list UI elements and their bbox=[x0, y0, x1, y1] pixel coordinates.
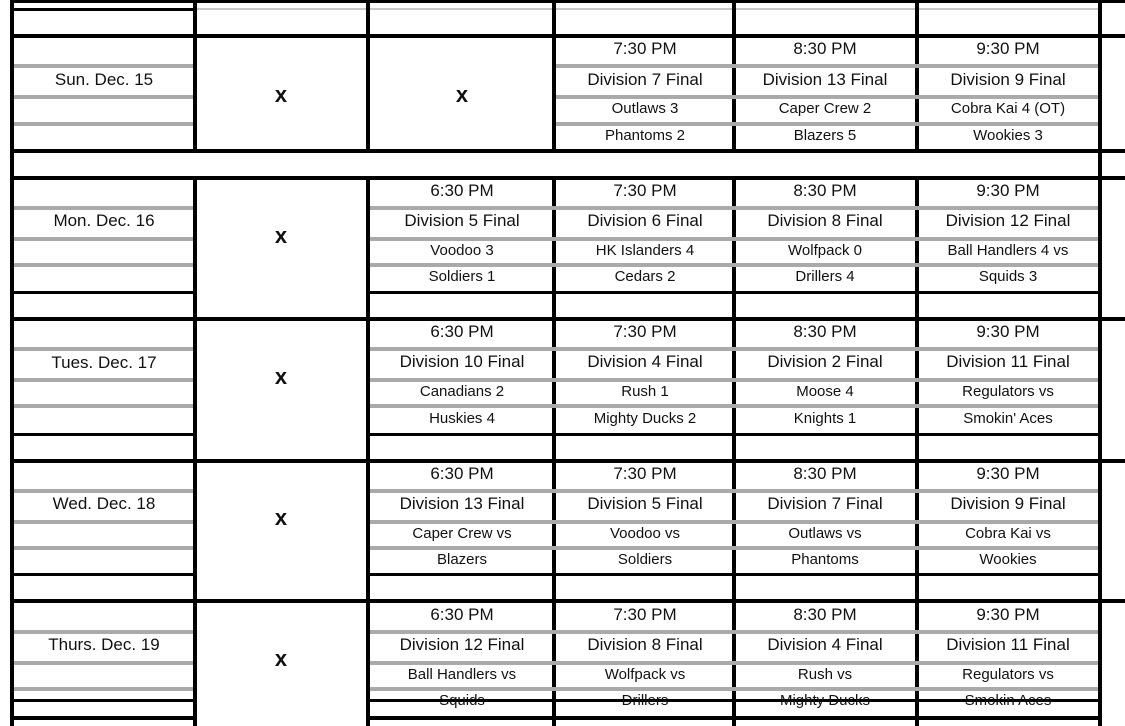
grid-line bbox=[10, 177, 14, 318]
away-team: Cedars 2 bbox=[614, 268, 676, 285]
grid-line bbox=[366, 433, 1102, 436]
grid-line bbox=[10, 8, 196, 11]
row-divider bbox=[14, 122, 193, 126]
row-divider bbox=[370, 404, 1098, 408]
away-team: Smokin' Aces bbox=[963, 410, 1053, 427]
row-divider bbox=[556, 64, 1098, 68]
empty-slot-marker: x bbox=[274, 82, 288, 107]
row-divider bbox=[14, 520, 193, 524]
division-label: Division 4 Final bbox=[587, 352, 703, 371]
row-divider bbox=[14, 404, 193, 408]
grid-line bbox=[10, 151, 14, 177]
grid-line bbox=[10, 460, 14, 600]
empty-slot-marker: x bbox=[455, 82, 469, 107]
division-label: Division 9 Final bbox=[950, 70, 1066, 89]
game-time: 7:30 PM bbox=[613, 322, 677, 341]
row-divider bbox=[370, 687, 1098, 691]
game-time: 6:30 PM bbox=[430, 322, 494, 341]
division-label: Division 7 Final bbox=[767, 494, 883, 513]
game-time: 9:30 PM bbox=[976, 322, 1040, 341]
grid-line bbox=[552, 0, 556, 35]
grid-line bbox=[10, 35, 14, 151]
away-team: Squids bbox=[439, 692, 485, 709]
grid-line bbox=[732, 318, 736, 460]
date-label: Mon. Dec. 16 bbox=[53, 211, 155, 230]
grid-line bbox=[366, 177, 370, 318]
away-team: Blazers 5 bbox=[793, 127, 857, 144]
grid-line bbox=[366, 291, 1102, 294]
row-divider bbox=[14, 661, 193, 665]
row-divider bbox=[14, 546, 193, 550]
row-divider bbox=[370, 661, 1098, 665]
division-label: Division 11 Final bbox=[946, 635, 1070, 654]
grid-line bbox=[193, 318, 197, 460]
row-divider bbox=[14, 237, 193, 241]
game-time: 8:30 PM bbox=[793, 605, 857, 624]
away-team: Phantoms bbox=[791, 551, 859, 568]
grid-line bbox=[10, 459, 1125, 463]
home-team: Wolfpack 0 bbox=[788, 242, 862, 259]
home-team: Regulators vs bbox=[962, 383, 1054, 400]
grid-line bbox=[915, 460, 919, 600]
grid-line bbox=[197, 8, 1098, 10]
grid-line bbox=[366, 35, 370, 151]
division-label: Division 12 Final bbox=[945, 211, 1071, 230]
home-team: HK Islanders 4 bbox=[595, 242, 695, 259]
date-label: Thurs. Dec. 19 bbox=[48, 635, 160, 654]
grid-line bbox=[10, 599, 1125, 603]
row-divider bbox=[556, 95, 1098, 99]
division-label: Division 8 Final bbox=[767, 211, 883, 230]
home-team: Ball Handlers vs bbox=[407, 666, 517, 683]
grid-line bbox=[915, 177, 919, 318]
grid-line bbox=[193, 460, 197, 600]
division-label: Division 13 Final bbox=[399, 494, 525, 513]
row-divider bbox=[370, 630, 1098, 634]
grid-line bbox=[366, 318, 370, 460]
grid-line bbox=[915, 318, 919, 460]
away-team: Drillers 4 bbox=[795, 268, 855, 285]
away-team: Mighty Ducks bbox=[779, 692, 871, 709]
game-time: 7:30 PM bbox=[613, 605, 677, 624]
division-label: Division 6 Final bbox=[587, 211, 703, 230]
home-team: Regulators vs bbox=[962, 666, 1054, 683]
away-team: Smokin Aces bbox=[964, 692, 1052, 709]
grid-line bbox=[732, 177, 736, 318]
game-time: 9:30 PM bbox=[976, 39, 1040, 58]
row-divider bbox=[370, 546, 1098, 550]
grid-line bbox=[193, 0, 197, 35]
grid-line bbox=[732, 460, 736, 600]
division-label: Division 7 Final bbox=[587, 70, 703, 89]
row-divider bbox=[370, 263, 1098, 267]
grid-line bbox=[552, 318, 556, 460]
grid-line bbox=[193, 177, 197, 318]
away-team: Mighty Ducks 2 bbox=[593, 410, 697, 427]
game-time: 7:30 PM bbox=[613, 181, 677, 200]
grid-line bbox=[732, 35, 736, 151]
away-team: Drillers bbox=[621, 692, 669, 709]
game-time: 6:30 PM bbox=[430, 605, 494, 624]
grid-line bbox=[10, 0, 14, 35]
game-time: 8:30 PM bbox=[793, 322, 857, 341]
row-divider bbox=[14, 347, 193, 351]
home-team: Cobra Kai 4 (OT) bbox=[950, 100, 1066, 117]
row-divider bbox=[14, 263, 193, 267]
row-divider bbox=[14, 630, 193, 634]
empty-slot-marker: x bbox=[274, 505, 288, 530]
grid-line bbox=[10, 716, 196, 720]
row-divider bbox=[370, 237, 1098, 241]
division-label: Division 13 Final bbox=[762, 70, 888, 89]
division-label: Division 5 Final bbox=[404, 211, 520, 230]
grid-line bbox=[10, 433, 196, 436]
home-team: Wolfpack vs bbox=[604, 666, 686, 683]
home-team: Voodoo vs bbox=[609, 525, 681, 542]
grid-line bbox=[10, 291, 196, 294]
empty-slot-marker: x bbox=[274, 223, 288, 248]
row-divider bbox=[370, 206, 1098, 210]
away-team: Knights 1 bbox=[793, 410, 857, 427]
row-divider bbox=[14, 489, 193, 493]
division-label: Division 12 Final bbox=[399, 635, 525, 654]
away-team: Squids 3 bbox=[978, 268, 1038, 285]
home-team: Outlaws vs bbox=[788, 525, 862, 542]
home-team: Caper Crew 2 bbox=[778, 100, 872, 117]
grid-line bbox=[193, 35, 197, 151]
row-divider bbox=[370, 378, 1098, 382]
grid-line bbox=[366, 0, 370, 35]
game-time: 9:30 PM bbox=[976, 605, 1040, 624]
game-time: 8:30 PM bbox=[793, 464, 857, 483]
empty-slot-marker: x bbox=[274, 364, 288, 389]
grid-line bbox=[1098, 0, 1102, 726]
grid-line bbox=[10, 318, 14, 460]
game-time: 7:30 PM bbox=[613, 39, 677, 58]
game-time: 6:30 PM bbox=[430, 464, 494, 483]
away-team: Wookies 3 bbox=[973, 127, 1043, 144]
date-label: Wed. Dec. 18 bbox=[52, 494, 156, 513]
empty-slot-marker: x bbox=[274, 646, 288, 671]
away-team: Phantoms 2 bbox=[604, 127, 686, 144]
home-team: Moose 4 bbox=[796, 383, 854, 400]
date-label: Sun. Dec. 15 bbox=[54, 70, 154, 89]
home-team: Voodoo 3 bbox=[430, 242, 494, 259]
division-label: Division 8 Final bbox=[587, 635, 703, 654]
game-time: 6:30 PM bbox=[430, 181, 494, 200]
away-team: Soldiers 1 bbox=[428, 268, 496, 285]
grid-line bbox=[10, 0, 1125, 3]
row-divider bbox=[556, 122, 1098, 126]
division-label: Division 9 Final bbox=[950, 494, 1066, 513]
grid-line bbox=[10, 34, 1125, 38]
grid-line bbox=[552, 460, 556, 600]
row-divider bbox=[14, 687, 193, 691]
game-time: 9:30 PM bbox=[976, 181, 1040, 200]
home-team: Rush 1 bbox=[621, 383, 669, 400]
grid-line bbox=[915, 35, 919, 151]
grid-line bbox=[366, 573, 1102, 576]
game-time: 8:30 PM bbox=[793, 181, 857, 200]
home-team: Rush vs bbox=[797, 666, 853, 683]
row-divider bbox=[370, 347, 1098, 351]
grid-line bbox=[10, 699, 196, 702]
away-team: Wookies bbox=[979, 551, 1037, 568]
grid-line bbox=[732, 0, 736, 35]
row-divider bbox=[14, 206, 193, 210]
home-team: Caper Crew vs bbox=[412, 525, 512, 542]
date-label: Tues. Dec. 17 bbox=[51, 353, 157, 372]
home-team: Canadians 2 bbox=[419, 383, 505, 400]
row-divider bbox=[370, 520, 1098, 524]
grid-line bbox=[915, 0, 919, 35]
home-team: Outlaws 3 bbox=[611, 100, 679, 117]
row-divider bbox=[14, 95, 193, 99]
row-divider bbox=[14, 64, 193, 68]
division-label: Division 2 Final bbox=[767, 352, 883, 371]
row-divider bbox=[370, 489, 1098, 493]
grid-line bbox=[193, 600, 197, 726]
division-label: Division 11 Final bbox=[946, 352, 1070, 371]
division-label: Division 10 Final bbox=[399, 352, 525, 371]
game-time: 7:30 PM bbox=[613, 464, 677, 483]
grid-line bbox=[10, 573, 196, 576]
away-team: Soldiers bbox=[617, 551, 673, 568]
home-team: Ball Handlers 4 vs bbox=[947, 242, 1069, 259]
grid-line bbox=[366, 460, 370, 600]
home-team: Cobra Kai vs bbox=[965, 525, 1051, 542]
grid-line bbox=[552, 177, 556, 318]
grid-line bbox=[10, 176, 1125, 180]
grid-line bbox=[366, 716, 1102, 720]
grid-line bbox=[552, 35, 556, 151]
division-label: Division 5 Final bbox=[587, 494, 703, 513]
grid-line bbox=[10, 317, 1125, 321]
row-divider bbox=[14, 378, 193, 382]
division-label: Division 4 Final bbox=[767, 635, 883, 654]
away-team: Huskies 4 bbox=[429, 410, 495, 427]
away-team: Blazers bbox=[436, 551, 488, 568]
game-time: 9:30 PM bbox=[976, 464, 1040, 483]
game-time: 8:30 PM bbox=[793, 39, 857, 58]
grid-line bbox=[10, 149, 1125, 153]
